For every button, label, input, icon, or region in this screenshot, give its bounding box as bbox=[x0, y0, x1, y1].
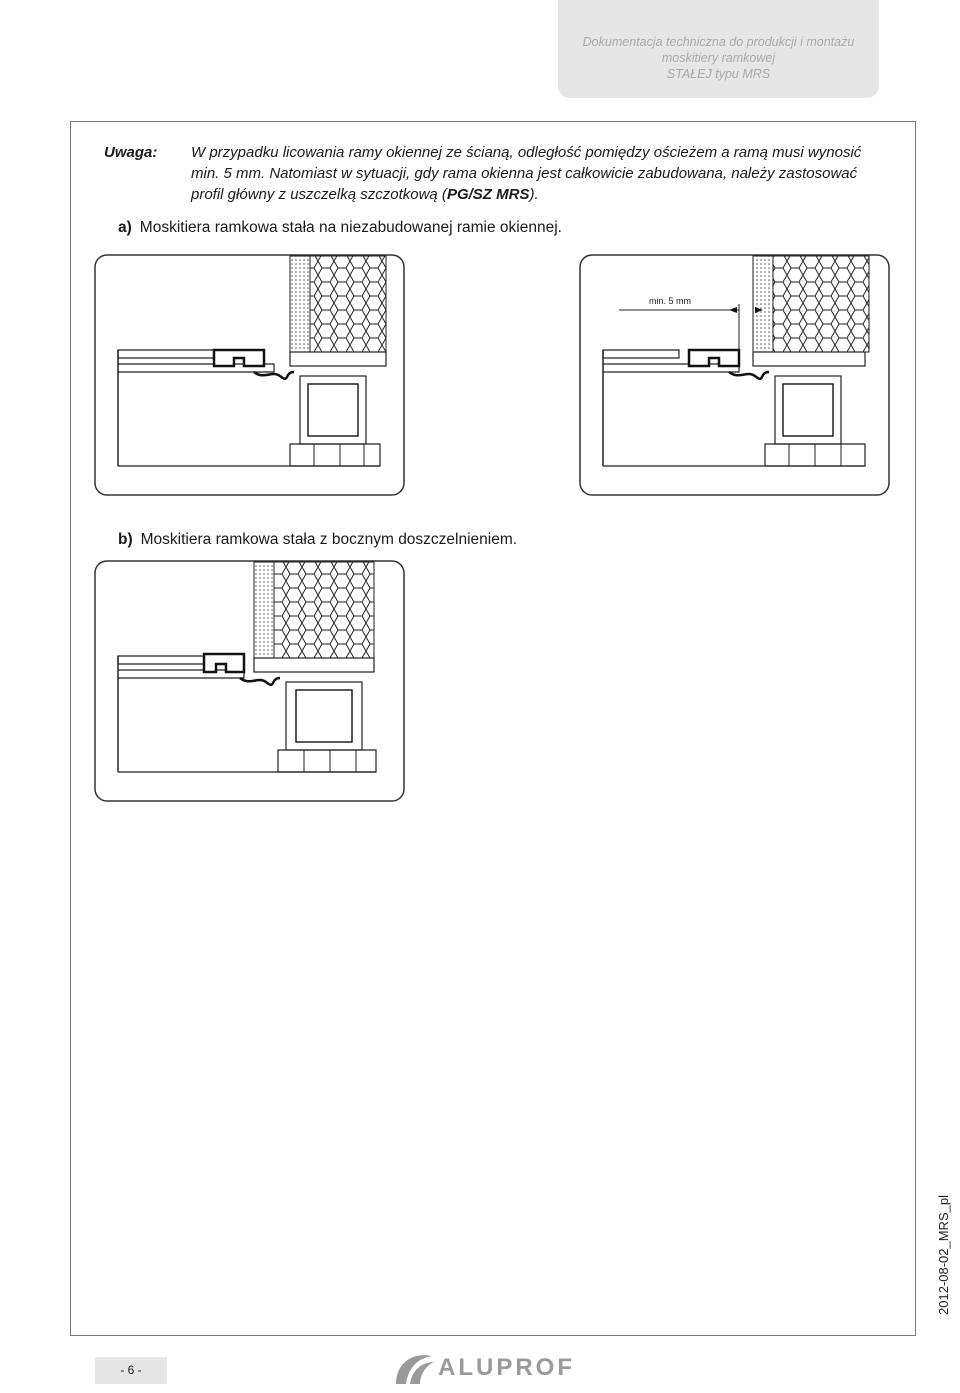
diagram-a-left bbox=[94, 254, 405, 496]
note-bold-code: PG/SZ MRS bbox=[446, 186, 530, 203]
page-number: - 6 - bbox=[95, 1357, 167, 1384]
section-b-caption bbox=[118, 531, 517, 549]
dimension-label: min. 5 mm bbox=[649, 296, 692, 306]
note-label: Uwaga: bbox=[104, 144, 158, 161]
document-header bbox=[558, 0, 879, 98]
note-text-1: W przypadku licowania ramy okiennej ze ścianą, odległość pomiędzy ościeżem a ramą musi wynosić min. 5 mm. Natomiast w sytuacji, gdy rama okienna jest całkowicie zabudowana, należy zastosować profil główny z uszczelką szczotkową ( bbox=[191, 144, 862, 203]
note-text bbox=[191, 142, 891, 205]
section-b-letter: b) bbox=[118, 531, 133, 548]
section-a-caption bbox=[118, 219, 562, 237]
header-line-3: STAŁEJ typu MRS bbox=[666, 67, 771, 81]
section-a-letter: a) bbox=[118, 219, 132, 236]
header-line-1: Dokumentacja techniczna do produkcji i montażu bbox=[582, 35, 855, 49]
document-code bbox=[936, 1195, 956, 1315]
section-a-text: Moskitiera ramkowa stała na niezabudowanej ramie okiennej. bbox=[139, 219, 562, 236]
section-b-text: Moskitiera ramkowa stała z bocznym doszczelnieniem. bbox=[140, 531, 518, 548]
aluprof-logo-icon bbox=[392, 1348, 436, 1388]
aluprof-logo bbox=[392, 1348, 592, 1388]
diagram-a-right bbox=[579, 254, 890, 496]
header-line-2: moskitiery ramkowej bbox=[661, 51, 776, 65]
note-text-2: ). bbox=[529, 186, 539, 203]
aluprof-logo-text: ALUPROF bbox=[438, 1354, 575, 1381]
document-code-text: 2012-08-02_MRS_pl bbox=[936, 1195, 951, 1315]
diagram-b bbox=[94, 560, 405, 802]
